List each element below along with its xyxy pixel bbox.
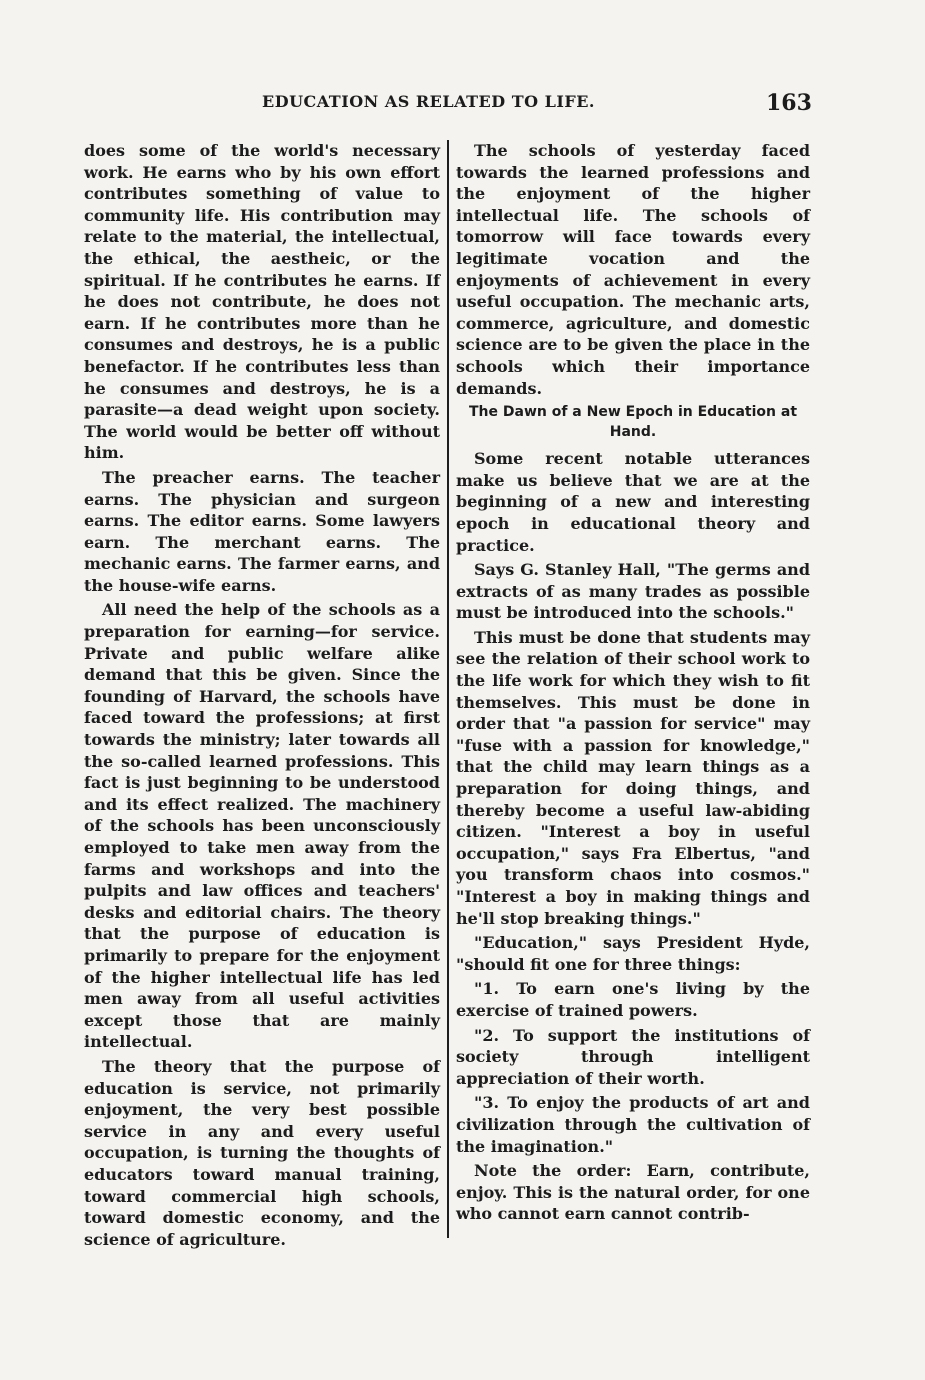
left-column (84, 140, 440, 1253)
right-paragraph-3: Says G. Stanley Hall, "The germs and extracts of as many trades as possible must be introduced into the schools." (456, 560, 810, 623)
right-paragraph-8: "3. To enjoy the products of art and civilization through the cultivation of the imagination." (456, 1093, 810, 1156)
right-column (456, 140, 810, 1228)
right-paragraph-6: "1. To earn one's living by the exercise of trained powers. (456, 979, 810, 1020)
left-paragraph-2: The preacher earns. The teacher earns. The physician and surgeon earns. The editor earns. Some lawyers earn. The merchant earns. The mechanic earns. The farmer earns, and the house-wife earns. (84, 467, 440, 595)
right-paragraph-5: "Education," says President Hyde, "should fit one for three things: (456, 933, 810, 974)
right-paragraph-1 (456, 140, 810, 399)
left-paragraph-3: All need the help of the schools as a preparation for earning—for service. Private and public welfare alike demand that this be given. Since the founding of Harvard, the schools have faced toward the professions; at first towards the ministry; later towards all the so-called learned professions. This fact is just beginning to be understood and its effect realized. The machinery of the schools has been unconsciously employed to take men away from the farms and workshops and into the pulpits and law offices and teachers' desks and editorial chairs. The theory that the purpose of education is primarily to prepare for the enjoyment of the higher intellectual life has led men away from all useful activities except those that are mainly intellectual. (84, 600, 440, 1052)
right-paragraph-4: This must be done that students may see the relation of their school work to the life work for which they wish to fit themselves. This must be done in order that "a passion for service" may "fuse with a passion for knowledge," that the child may learn things as a preparation for doing things, and thereby become a useful law-abiding citizen. "Interest a boy in useful occupation," says Fra Elbertus, "and you transform chaos into cosmos." "Interest a boy in making things and he'll stop breaking things." (456, 627, 810, 928)
section-subheading: The Dawn of a New Epoch in Education at Hand. (468, 404, 798, 441)
right-paragraph-9: Note the order: Earn, contribute, enjoy. This is the natural order, for one who cannot earn cannot contrib- (456, 1161, 810, 1224)
right-paragraph-1-emphasis: importance demands. (456, 356, 810, 398)
left-paragraph-4: The theory that the purpose of education is service, not primarily enjoyment, the very best possible service in any and every useful occupation, is turning the thoughts of educators toward manual training, toward commercial high schools, toward domestic economy, and the science of agriculture. (84, 1056, 440, 1249)
right-paragraph-2: Some recent notable utterances make us believe that we are at the beginning of a new and interesting epoch in educational theory and practice. (456, 449, 810, 555)
column-divider (447, 140, 449, 1238)
running-title: EDUCATION AS RELATED TO LIFE. (262, 92, 595, 111)
left-paragraph-1: does some of the world's necessary work. He earns who by his own effort contributes something of value to community life. His contribution may relate to the material, the intellectual, the ethical, the aestheic, or the spiritual. If he contributes he earns. If he does not contribute, he does not earn. If he contributes more than he consumes and destroys, he is a public benefactor. If he contributes less than he consumes and destroys, he is a parasite—a dead weight upon society. The world would be better off without him. (84, 141, 440, 463)
right-paragraph-1-text: The schools of yesterday faced towards the learned professions and the enjoyment of the higher intellectual life. The schools of tomorrow will face towards every legitimate vocation and the enjoyments of achievement in every useful occupation. The mechanic arts, commerce, agriculture, and domestic science are to be given the place in the schools which their (456, 141, 810, 376)
page-number: 163 (766, 90, 812, 116)
right-paragraph-7: "2. To support the institutions of society through intelligent appreciation of their worth. (456, 1025, 810, 1088)
